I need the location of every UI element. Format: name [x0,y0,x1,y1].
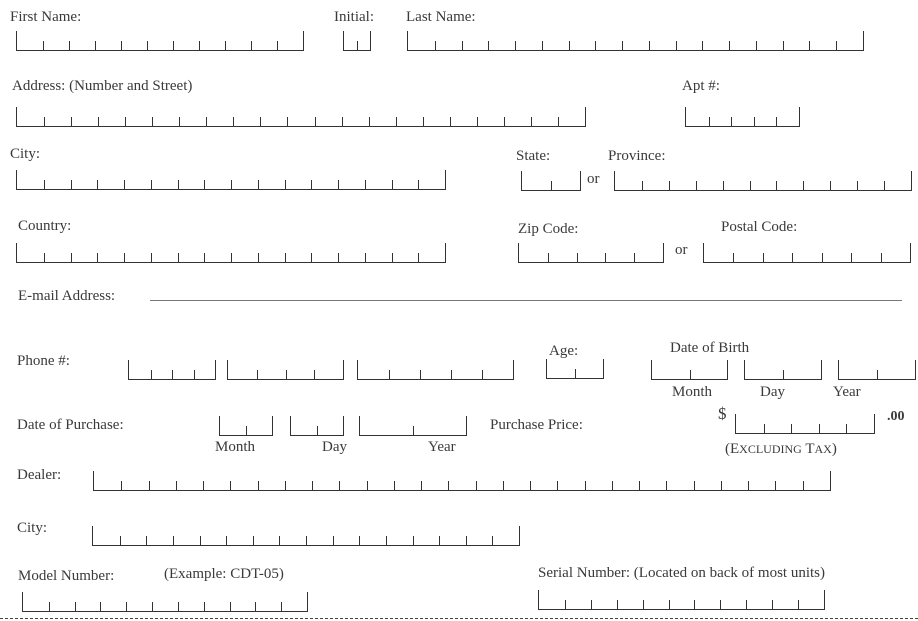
dealer-field[interactable] [93,471,831,491]
cell-divider [176,481,177,490]
cell-divider [595,41,596,50]
cell-divider [551,181,552,190]
cell-divider [287,117,288,126]
cell-divider [369,117,370,126]
cell-divider [44,180,45,189]
country-label: Country: [18,218,72,234]
cell-divider [311,253,312,262]
apt-field[interactable] [685,107,800,127]
model-number-label: Model Number: [18,568,115,584]
cell-divider [515,41,516,50]
cell-divider [204,602,205,611]
cell-divider [285,481,286,490]
cell-divider [851,253,852,262]
cell-divider [149,481,150,490]
cell-divider [709,117,710,126]
serial-number-field[interactable] [538,590,825,610]
cell-divider [477,117,478,126]
cell-divider [231,180,232,189]
cell-divider [676,41,677,50]
cell-divider [504,117,505,126]
cell-divider [253,536,254,545]
cell-divider [643,600,644,609]
cell-divider [530,481,531,490]
cell-divider [204,180,205,189]
cell-divider [281,602,282,611]
cell-divider [260,117,261,126]
purchase-day-label: Day [322,439,347,455]
cell-divider [836,41,837,50]
cell-divider [43,41,44,50]
cell-divider [482,370,483,379]
cell-divider [246,426,247,435]
cents-label: .00 [887,409,905,424]
email-field[interactable] [150,300,902,301]
age-label: Age: [549,343,579,359]
excl-t: T [805,441,815,457]
cell-divider [315,117,316,126]
purchase-day-field[interactable] [290,416,344,436]
cell-divider [439,536,440,545]
cell-divider [669,181,670,190]
cell-divider [694,481,695,490]
cell-divider [314,370,315,379]
city-field[interactable] [16,170,446,190]
cell-divider [783,41,784,50]
cell-divider [462,41,463,50]
cell-divider [200,536,201,545]
first-name-field[interactable] [16,31,304,51]
cell-divider [124,180,125,189]
cell-divider [44,117,45,126]
cell-divider [121,481,122,490]
purchase-month-label: Month [215,439,256,455]
address-label: Address: (Number and Street) [12,78,193,94]
initial-label: Initial: [334,9,374,25]
cell-divider [622,41,623,50]
zip-code-label: Zip Code: [518,221,579,237]
province-label: Province: [608,148,666,164]
province-field[interactable] [614,171,912,191]
cell-divider [258,180,259,189]
cell-divider [365,253,366,262]
dob-day-label: Day [760,384,785,400]
cell-divider [179,117,180,126]
cell-divider [585,481,586,490]
cell-divider [365,180,366,189]
cell-divider [857,181,858,190]
cell-divider [748,481,749,490]
last-name-field[interactable] [407,31,864,51]
cell-divider [71,180,72,189]
dob-label: Date of Birth [670,340,750,356]
email-label: E-mail Address: [18,288,116,304]
cell-divider [342,117,343,126]
cell-divider [206,117,207,126]
cell-divider [435,41,436,50]
cell-divider [258,253,259,262]
cell-divider [666,481,667,490]
dealer-label: Dealer: [17,467,62,483]
cell-divider [791,424,792,433]
cell-divider [617,600,618,609]
cell-divider [151,370,152,379]
country-field[interactable] [16,243,446,263]
cell-divider [367,481,368,490]
cell-divider [312,481,313,490]
cell-divider [396,117,397,126]
cell-divider [798,600,799,609]
cell-divider [649,41,650,50]
excl-close: ) [831,441,837,457]
cell-divider [152,117,153,126]
cell-divider [669,600,670,609]
model-number-field[interactable] [22,592,308,612]
cell-divider [152,602,153,611]
cell-divider [125,117,126,126]
cell-divider [792,253,793,262]
excl-ax: AX [814,442,832,456]
cell-divider [71,117,72,126]
cell-divider [258,481,259,490]
cell-divider [151,180,152,189]
cell-divider [173,536,174,545]
cell-divider [392,180,393,189]
postal-code-field[interactable] [703,243,911,263]
cell-divider [776,181,777,190]
cell-divider [634,253,635,262]
cell-divider [642,181,643,190]
cell-divider [542,41,543,50]
cell-divider [476,481,477,490]
cell-divider [557,481,558,490]
or-label-state: or [587,171,600,187]
cell-divider [694,600,695,609]
cell-divider [639,481,640,490]
cell-divider [809,41,810,50]
cell-divider [720,600,721,609]
cell-divider [230,602,231,611]
cell-divider [394,481,395,490]
cell-divider [71,253,72,262]
cell-divider [338,253,339,262]
cell-divider [423,117,424,126]
cell-divider [558,117,559,126]
cell-divider [44,253,45,262]
cell-divider [731,117,732,126]
dob-day-field[interactable] [744,360,822,380]
cell-divider [257,370,258,379]
cell-divider [702,41,703,50]
cell-divider [420,370,421,379]
cell-divider [764,424,765,433]
excl-e: E [730,441,740,457]
cell-divider [194,370,195,379]
first-name-label: First Name: [10,9,82,25]
cell-divider [763,253,764,262]
cell-divider [120,536,121,545]
cell-divider [577,253,578,262]
purchase-month-field[interactable] [219,416,273,436]
cell-divider [690,370,691,379]
cell-divider [203,481,204,490]
purchase-price-field[interactable] [735,414,875,434]
cell-divider [783,370,784,379]
cell-divider [231,253,232,262]
cell-divider [392,253,393,262]
cell-divider [285,180,286,189]
cell-divider [173,41,174,50]
cell-divider [803,481,804,490]
cell-divider [822,253,823,262]
cell-divider [750,181,751,190]
cell-divider [151,253,152,262]
cell-divider [531,117,532,126]
dob-year-field[interactable] [838,360,916,380]
cell-divider [450,117,451,126]
dealer-city-field[interactable] [92,526,520,546]
model-example-label: (Example: CDT-05) [164,566,284,582]
apt-label: Apt #: [682,78,720,94]
cell-divider [421,481,422,490]
cell-divider [317,426,318,435]
cell-divider [448,481,449,490]
cell-divider [95,41,96,50]
cell-divider [311,180,312,189]
cell-divider [418,180,419,189]
phone-area-code-field[interactable] [128,360,216,380]
serial-number-label: Serial Number: (Located on back of most units) [538,565,826,581]
cell-divider [126,602,127,611]
cell-divider [569,41,570,50]
cell-divider [285,253,286,262]
cell-divider [178,180,179,189]
purchase-year-label: Year [428,439,456,455]
cell-divider [746,600,747,609]
cell-divider [548,253,549,262]
cell-divider [754,117,755,126]
currency-symbol: $ [718,404,727,423]
cell-divider [338,180,339,189]
cut-line-divider [0,618,918,619]
initial-field[interactable] [343,31,371,51]
or-label-zip: or [675,242,688,258]
cell-divider [98,117,99,126]
dealer-city-label: City: [17,520,48,536]
city-label: City: [10,146,41,162]
state-field[interactable] [521,171,581,191]
cell-divider [226,536,227,545]
cell-divider [775,481,776,490]
purchase-price-label: Purchase Price: [490,417,583,433]
cell-divider [233,117,234,126]
cell-divider [178,253,179,262]
age-field[interactable] [546,359,604,379]
cell-divider [357,41,358,50]
cell-divider [386,536,387,545]
dob-year-label: Year [833,384,861,400]
phone-label: Phone #: [17,353,70,369]
cell-divider [333,536,334,545]
cell-divider [75,602,76,611]
cell-divider [756,41,757,50]
cell-divider [772,600,773,609]
excl-xcluding: XCLUDING [739,442,802,456]
cell-divider [830,181,831,190]
cell-divider [503,481,504,490]
cell-divider [225,41,226,50]
excl-open: ( [725,441,730,457]
cell-divider [97,180,98,189]
cell-divider [124,253,125,262]
cell-divider [178,602,179,611]
cell-divider [121,41,122,50]
cell-divider [97,253,98,262]
cell-divider [605,253,606,262]
cell-divider [279,536,280,545]
dob-month-label: Month [672,384,713,400]
state-label: State: [516,148,551,164]
cell-divider [591,600,592,609]
cell-divider [877,370,878,379]
cell-divider [612,481,613,490]
cell-divider [884,181,885,190]
cell-divider [100,602,101,611]
cell-divider [723,181,724,190]
cell-divider [199,41,200,50]
cell-divider [819,424,820,433]
dob-month-field[interactable] [651,360,728,380]
cell-divider [172,370,173,379]
cell-divider [413,426,414,435]
cell-divider [575,369,576,378]
cell-divider [255,602,256,611]
cell-divider [721,481,722,490]
cell-divider [146,536,147,545]
zip-code-field[interactable] [518,243,664,263]
phone-line-field[interactable] [357,360,514,380]
cell-divider [413,536,414,545]
cell-divider [230,481,231,490]
cell-divider [881,253,882,262]
cell-divider [466,536,467,545]
cell-divider [49,602,50,611]
cell-divider [776,117,777,126]
excluding-tax-label [725,440,837,458]
cell-divider [492,536,493,545]
cell-divider [389,370,390,379]
cell-divider [418,253,419,262]
cell-divider [846,424,847,433]
purchase-date-label: Date of Purchase: [17,417,124,433]
postal-code-label: Postal Code: [721,219,798,235]
phone-prefix-field[interactable] [227,360,344,380]
cell-divider [488,41,489,50]
cell-divider [147,41,148,50]
address-field[interactable] [16,107,586,127]
cell-divider [451,370,452,379]
cell-divider [204,253,205,262]
cell-divider [306,536,307,545]
cell-divider [286,370,287,379]
cell-divider [696,181,697,190]
cell-divider [359,536,360,545]
cell-divider [339,481,340,490]
cell-divider [803,181,804,190]
cell-divider [251,41,252,50]
cell-divider [733,253,734,262]
last-name-label: Last Name: [406,9,476,25]
cell-divider [565,600,566,609]
purchase-year-field[interactable] [359,416,467,436]
cell-divider [277,41,278,50]
cell-divider [729,41,730,50]
cell-divider [69,41,70,50]
